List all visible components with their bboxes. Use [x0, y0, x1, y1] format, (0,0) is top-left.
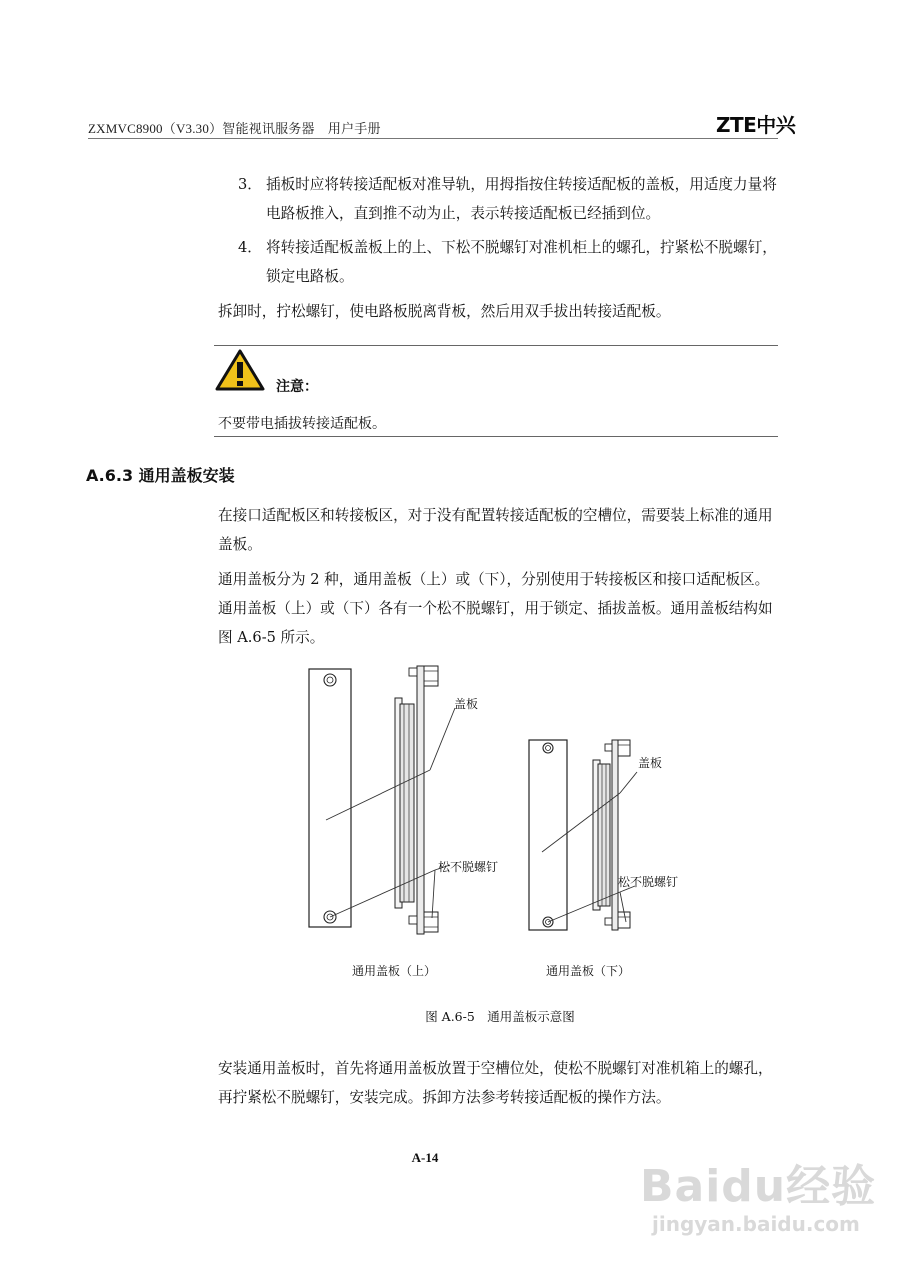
- figure-cover-plates: [290, 660, 710, 960]
- header-title: ZXMVC8900（V3.30）智能视讯服务器 用户手册: [88, 121, 381, 136]
- step-3-number: 3．: [238, 176, 262, 193]
- section-paragraph-2: 通用盖板分为 2 种，通用盖板（上）或（下），分别使用于转接板区和接口适配板区。通用盖板（上）或（下）各有一个松不脱螺钉，用于锁定、插拔盖板。通用盖板结构如图 A.6-5 所示。: [218, 571, 773, 646]
- zte-logo: ZTE中兴: [716, 113, 796, 137]
- section-paragraph-1: 在接口适配板区和转接板区，对于没有配置转接适配板的空槽位，需要装上标准的通用盖板。: [218, 507, 773, 553]
- removal-paragraph: 拆卸时，拧松螺钉，使电路板脱离背板，然后用双手拔出转接适配板。: [218, 303, 671, 320]
- upper-cover-front-view: [309, 669, 351, 927]
- step-3-text: 插板时应将转接适配板对准导轨，用拇指按住转接适配板的盖板，用适度力量将电路板推入，直到推不动为止，表示转接适配板已经插到位。: [266, 176, 777, 222]
- lower-cover-front-view: [529, 740, 567, 930]
- section-paragraph-3: 安装通用盖板时，首先将通用盖板放置于空槽位处，使松不脱螺钉对准机箱上的螺孔，再拧紧松不脱螺钉，安装完成。拆卸方法参考转接适配板的操作方法。: [218, 1060, 773, 1106]
- left-screw-label: 松不脱螺钉: [438, 860, 499, 874]
- right-figure-caption: 通用盖板（下）: [546, 964, 631, 978]
- page-number: A-14: [411, 1150, 439, 1165]
- note-bottom-rule: [214, 436, 778, 437]
- note-top-rule: [214, 345, 778, 346]
- baidu-watermark-logo: Baidu经验: [640, 1161, 877, 1212]
- header-divider: [88, 138, 778, 139]
- note-text: 不要带电插拔转接适配板。: [218, 416, 386, 432]
- lower-cover-side-view: [593, 740, 630, 930]
- step-4-text: 将转接适配板盖板上的上、下松不脱螺钉对准机柜上的螺孔，拧紧松不脱螺钉，锁定电路板。: [266, 239, 777, 285]
- right-cover-label: 盖板: [638, 756, 663, 770]
- baidu-watermark-url: jingyan.baidu.com: [652, 1212, 860, 1236]
- warning-icon: [214, 348, 266, 392]
- left-figure-caption: 通用盖板（上）: [352, 964, 437, 978]
- upper-cover-side-view: [395, 666, 438, 934]
- section-heading: A.6.3 通用盖板安装: [86, 466, 235, 485]
- note-label: 注意：: [276, 379, 318, 395]
- left-cover-label: 盖板: [454, 697, 479, 711]
- step-4-number: 4．: [238, 239, 262, 256]
- right-screw-label: 松不脱螺钉: [618, 875, 679, 889]
- figure-caption: 图 A.6-5 通用盖板示意图: [425, 1009, 575, 1024]
